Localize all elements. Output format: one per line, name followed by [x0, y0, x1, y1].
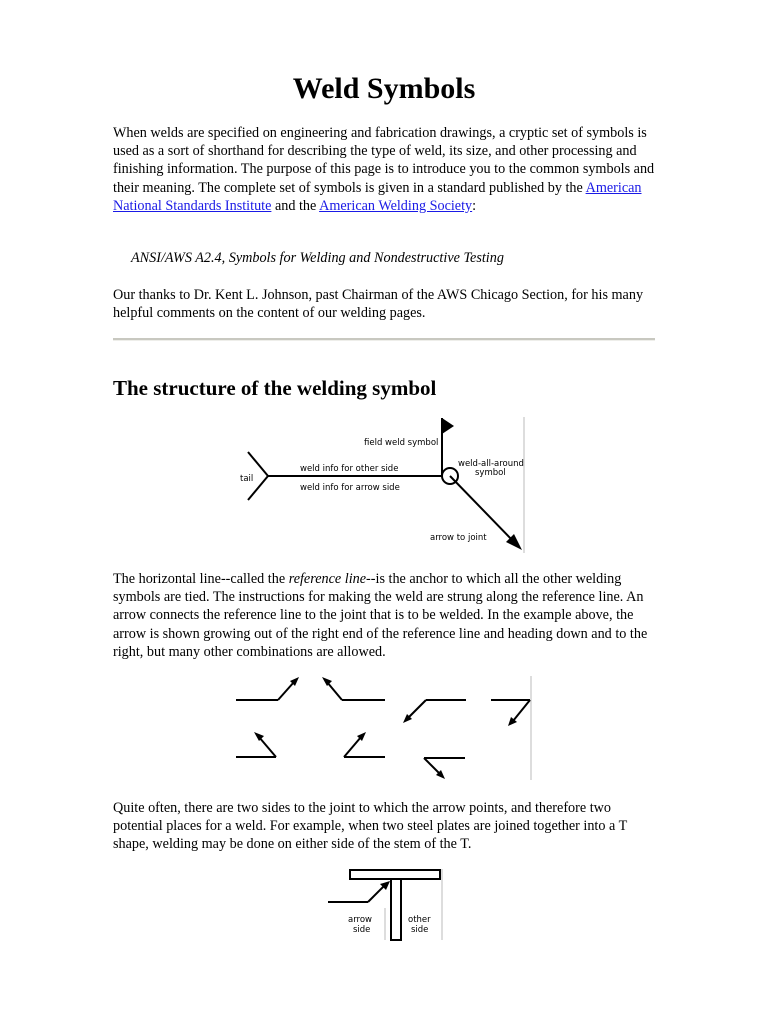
reference-text-before: The horizontal line--called the [113, 571, 289, 587]
field-weld-label: field weld symbol [364, 438, 439, 448]
standard-citation: ANSI/AWS A2.4, Symbols for Welding and Nondestructive Testing [131, 250, 504, 266]
arrow-side-label-line2: side [353, 925, 371, 935]
intro-paragraph [113, 124, 658, 215]
all-around-label-line2: symbol [475, 468, 506, 478]
ansi-link[interactable]: American National Standards Institute [113, 179, 642, 214]
combination-7 [424, 758, 465, 779]
combination-6 [344, 732, 385, 757]
tail-label: tail [240, 474, 254, 484]
aws-link[interactable]: American Welding Society [319, 197, 473, 214]
arrow-side-label-line1: arrow [348, 915, 373, 925]
intro-text-end: : [472, 197, 477, 214]
all-around-label-line1: weld-all-around [458, 459, 524, 469]
combination-4 [491, 700, 530, 726]
combination-1 [236, 677, 299, 700]
two-sides-paragraph: Quite often, there are two sides to the joint to which the arrow points, and therefore two potential places for a weld. For example, when two steel plates are joined together into a T shape, welding may be done on either side of the stem of the T. [113, 800, 628, 853]
t-joint-diagram [320, 866, 450, 946]
arrow-combinations-diagram [230, 672, 540, 787]
reference-line-paragraph [113, 570, 658, 661]
combination-3 [403, 700, 466, 723]
reference-line-term: reference line [288, 571, 367, 587]
other-side-label-line2: side [411, 925, 429, 935]
welding-symbol-diagram [230, 415, 530, 560]
other-side-label-line1: other [408, 915, 431, 925]
intro-text: When welds are specified on engineering and fabrication drawings, a cryptic set of symbols is used as a sort of shorthand for describing the type of weld, its size, and other processing and finishing information. The purpose of this page is to introduce you to the common symbols and their meaning. The complete set of symbols is given in a standard published by the [113, 125, 655, 196]
horizontal-divider [113, 338, 655, 341]
arrow-to-joint-label: arrow to joint [430, 533, 487, 543]
other-side-label: weld info for other side [300, 464, 399, 474]
page-title: Weld Symbols [292, 72, 476, 105]
thanks-paragraph: Our thanks to Dr. Kent L. Johnson, past Chairman of the AWS Chicago Section, for his many helpful comments on the content of our welding pages. [113, 287, 644, 322]
intro-text-between: and the [271, 197, 320, 214]
reference-text-after: --is the anchor to which all the other welding symbols are tied. The instructions for making the weld are strung along the reference line. An arrow connects the reference line to the joint that is to be welded. In the example above, the arrow is shown growing out of the right end of the reference line and heading down and to the right, but many other combinations are allowed. [113, 571, 648, 660]
arrow-side-label: weld info for arrow side [300, 483, 400, 493]
combination-2 [322, 677, 385, 700]
arrow-line [368, 886, 384, 902]
section-heading: The structure of the welding symbol [113, 376, 437, 400]
stem-plate [391, 879, 401, 940]
field-weld-flag-icon [442, 418, 454, 434]
tail-upper-line [248, 452, 268, 476]
combination-5 [236, 732, 276, 757]
top-plate [350, 870, 440, 879]
